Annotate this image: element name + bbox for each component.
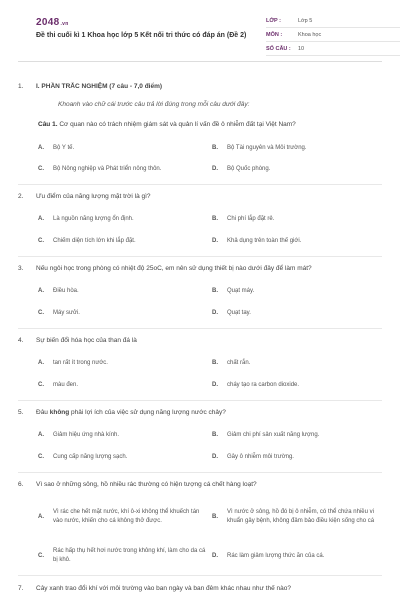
question-6: 6. Vì sao ở những sông, hồ nhiều rác thường có hiện tượng cá chết hàng loạt? xyxy=(18,481,257,488)
answer-option[interactable]: A. Bộ Y tế. xyxy=(38,145,75,151)
divider xyxy=(18,400,382,401)
answer-option[interactable]: B. Giảm chi phí sản xuất năng lượng. xyxy=(212,432,320,438)
meta-key: MÔN : xyxy=(266,31,283,38)
answer-option[interactable]: D. Quạt tay. xyxy=(212,310,251,316)
divider xyxy=(18,575,382,576)
answer-option[interactable]: D. Khả dụng trên toàn thế giới. xyxy=(212,238,302,244)
meta-key: LỚP : xyxy=(266,17,281,24)
question-5: 5. Đâu không phải lợi ích của việc sử dụng năng lượng nước chảy? xyxy=(18,409,226,416)
question-4: 4. Sự biến đổi hóa học của than đá là xyxy=(18,337,137,344)
answer-option[interactable]: A. Vì rác che hết mặt nước, khí ô-xi không thể khuếch tán vào nước, khiến cho cá không thở được. xyxy=(38,509,200,524)
answer-option[interactable]: B. chất rắn. xyxy=(212,360,251,366)
answer-option[interactable]: A. Điều hòa. xyxy=(38,288,79,294)
question-number: 1. xyxy=(18,83,24,90)
answer-option[interactable]: B. Vì nước ở sông, hồ đó bị ô nhiễm, có thể chứa nhiều vi khuẩn gây bệnh, không đảm bảo điều kiện sống cho cá xyxy=(212,509,375,524)
answer-option[interactable]: C. Rác hấp thụ hết hơi nước trong không khí, làm cho da cá bị khô. xyxy=(38,548,206,563)
divider xyxy=(18,472,382,473)
site-logo[interactable]: 2048.vn xyxy=(36,17,69,28)
divider xyxy=(18,256,382,257)
answer-option[interactable]: C. Bộ Nông nghiệp và Phát triển nông thôn. xyxy=(38,166,162,172)
answer-option[interactable]: D. Gây ô nhiễm môi trường. xyxy=(212,454,294,460)
answer-option[interactable]: C. Cung cấp năng lượng sạch. xyxy=(38,454,128,460)
answer-option[interactable]: A. tan rất ít trong nước. xyxy=(38,360,108,366)
divider xyxy=(18,328,382,329)
instruction-note: Khoanh vào chữ cái trước câu trả lời đúng trong mỗi câu dưới đây: xyxy=(58,101,250,108)
document-title: Đề thi cuối kì 1 Khoa học lớp 5 Kết nối tri thức có đáp án (Đề 2) xyxy=(36,32,247,39)
answer-option[interactable]: D. Bộ Quốc phòng. xyxy=(212,166,271,172)
meta-value: Khoa học xyxy=(298,31,322,38)
divider xyxy=(18,184,382,185)
question-2: 2. Ưu điểm của năng lượng mặt trời là gì? xyxy=(18,193,151,200)
meta-row-count xyxy=(266,42,400,56)
answer-option[interactable]: C. Máy sưởi. xyxy=(38,310,80,316)
document-header xyxy=(18,0,382,62)
question-3: 3. Nếu ngôi học trong phòng có nhiệt độ 25oC, em nên sử dụng thiết bị nào dưới đây để làm mát? xyxy=(18,265,312,272)
answer-option[interactable]: A. Là nguồn năng lượng ổn định. xyxy=(38,216,134,222)
answer-option[interactable]: D. Rác làm giảm lượng thức ăn của cá. xyxy=(212,552,325,559)
section-title: I. PHẦN TRẮC NGHIỆM (7 câu - 7,0 điểm) xyxy=(36,83,163,90)
section-heading xyxy=(18,82,382,92)
answer-option[interactable]: B. Chi phí lắp đặt rẻ. xyxy=(212,216,275,222)
question-1-text xyxy=(38,121,296,128)
meta-value: Lớp 5 xyxy=(298,17,313,24)
meta-value: 10 xyxy=(298,45,305,52)
answer-option[interactable]: C. màu đen. xyxy=(38,382,79,388)
meta-key: SỐ CÂU : xyxy=(266,45,291,52)
answer-option[interactable]: A. Giảm hiệu ứng nhà kính. xyxy=(38,432,120,438)
question-1-label: Câu 1. xyxy=(38,121,58,128)
meta-row-subject xyxy=(266,28,400,42)
answer-option[interactable]: D. cháy tạo ra carbon dioxide. xyxy=(212,382,300,388)
meta-row-class xyxy=(266,14,400,28)
meta-table xyxy=(266,14,400,56)
answer-option[interactable]: B. Bộ Tài nguyên và Môi trường. xyxy=(212,145,307,151)
question-1-body: Cơ quan nào có trách nhiệm giám sát và quản lí vấn đề ô nhiễm đất tại Việt Nam? xyxy=(59,121,296,128)
question-7: 7. Cây xanh trao đổi khí với môi trường vào ban ngày và ban đêm khác nhau như thế nào? xyxy=(18,585,291,592)
answer-option[interactable]: B. Quạt máy. xyxy=(212,288,255,294)
answer-option[interactable]: C. Chiếm diện tích lớn khi lắp đặt. xyxy=(38,238,136,244)
